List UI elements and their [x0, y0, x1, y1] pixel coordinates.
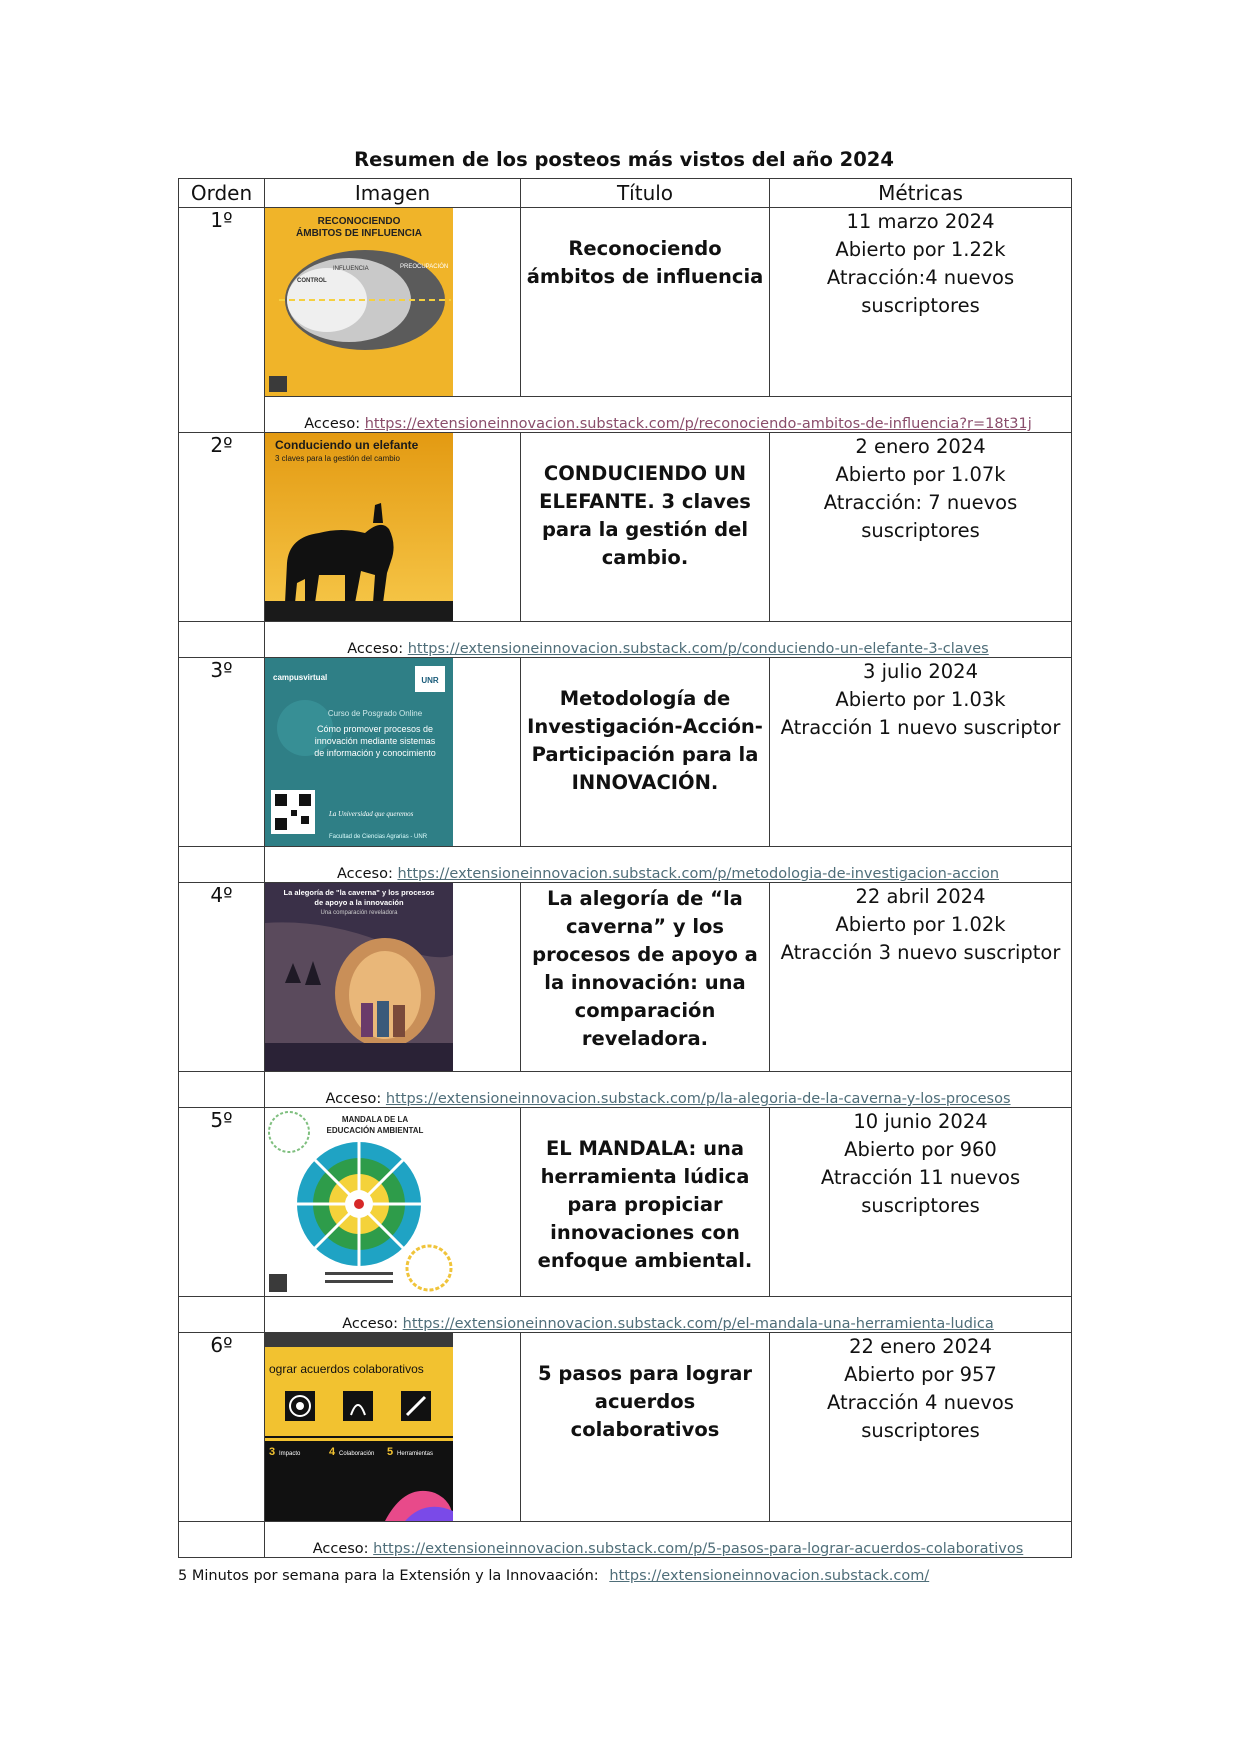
thumb-text: MANDALA DE LA	[341, 1115, 409, 1124]
title-cell	[521, 658, 770, 847]
thumb-text: Curso de Posgrado Online	[327, 709, 423, 718]
metrics-cell	[770, 1108, 1072, 1297]
access-link[interactable]: https://extensioneinnovacion.substack.com/p/conduciendo-un-elefante-3-claves	[407, 641, 989, 657]
footer-link[interactable]: https://extensioneinnovacion.substack.com/	[609, 1568, 930, 1584]
thumb-text: La Universidad que queremos	[329, 810, 414, 818]
access-label: Acceso:	[347, 641, 404, 657]
access-row	[179, 1522, 1072, 1558]
metrics-cell	[770, 658, 1072, 847]
order-cell: 5º	[179, 1108, 265, 1297]
access-label: Acceso:	[312, 1541, 369, 1557]
order-cell: 3º	[179, 658, 265, 847]
thumb-text: Facultad de Ciencias Agrarias - UNR	[329, 834, 428, 840]
access-cell	[265, 622, 1072, 658]
metric-opened: Abierto por 1.02k	[835, 913, 1006, 936]
title-cell	[521, 883, 770, 1072]
access-link[interactable]: https://extensioneinnovacion.substack.com/p/la-alegoria-de-la-caverna-y-los-procesos	[385, 1091, 1011, 1107]
thumb-text: 5	[387, 1446, 394, 1458]
image-cell	[265, 658, 521, 847]
access-row	[179, 1297, 1072, 1333]
empty-order-cell	[179, 1072, 265, 1108]
access-row	[179, 622, 1072, 658]
title-cell	[521, 208, 770, 397]
thumb-text: Una comparación reveladora	[320, 910, 398, 916]
metric-opened: Abierto por 1.03k	[835, 688, 1006, 711]
thumb-text: ograr acuerdos colaborativos	[269, 1362, 424, 1376]
table-row	[179, 1108, 1072, 1297]
metric-date: 11 marzo 2024	[846, 210, 995, 233]
thumb-text: 4	[329, 1446, 336, 1458]
thumb-text: INFLUENCIA	[333, 266, 369, 272]
empty-order-cell	[179, 1522, 265, 1558]
thumb-text: CONTROL	[297, 278, 327, 284]
empty-order-cell	[179, 1297, 265, 1333]
post-thumbnail-elephant	[265, 433, 453, 621]
image-cell	[265, 433, 521, 622]
empty-order-cell	[179, 622, 265, 658]
metric-attraction: Atracción:4 nuevos suscriptores	[826, 266, 1015, 317]
access-cell	[265, 397, 1072, 433]
header-image: Imagen	[265, 179, 521, 208]
header-metrics: Métricas	[770, 179, 1072, 208]
metric-date: 10 junio 2024	[853, 1110, 988, 1133]
post-title: CONDUCIENDO UN ELEFANTE. 3 claves para la gestión del cambio.	[539, 462, 751, 569]
post-thumbnail-mandala	[265, 1108, 453, 1296]
order-cell: 6º	[179, 1333, 265, 1522]
metric-attraction: Atracción: 7 nuevos suscriptores	[823, 491, 1018, 542]
thumb-text: 3 claves para la gestión del cambio	[275, 454, 400, 463]
image-cell	[265, 1333, 521, 1522]
metrics-cell	[770, 1333, 1072, 1522]
order-cell: 4º	[179, 883, 265, 1072]
metric-date: 2 enero 2024	[855, 435, 986, 458]
table-row	[179, 883, 1072, 1072]
thumb-text: Conduciendo un elefante	[275, 438, 419, 452]
post-title: Reconociendo ámbitos de influencia	[526, 237, 764, 288]
metrics-cell	[770, 208, 1072, 397]
access-cell	[265, 1522, 1072, 1558]
thumb-text: RECONOCIENDO	[317, 216, 401, 227]
table-row	[179, 1333, 1072, 1522]
title-cell	[521, 1333, 770, 1522]
post-thumbnail-influence	[265, 208, 453, 396]
access-cell	[265, 847, 1072, 883]
post-thumbnail-agreements	[265, 1333, 453, 1521]
table-row	[179, 433, 1072, 622]
metric-attraction: Atracción 1 nuevo suscriptor	[780, 716, 1061, 739]
metric-opened: Abierto por 1.07k	[835, 463, 1006, 486]
image-cell	[265, 883, 521, 1072]
access-link[interactable]: https://extensioneinnovacion.substack.com/p/5-pasos-para-lograr-acuerdos-colaborativos	[373, 1541, 1024, 1557]
summary-table	[178, 178, 1072, 1558]
thumb-text: La alegoría de "la caverna" y los procesos	[283, 888, 435, 897]
metric-opened: Abierto por 1.22k	[835, 238, 1006, 261]
metric-attraction: Atracción 3 nuevo suscriptor	[780, 941, 1061, 964]
metrics-cell	[770, 433, 1072, 622]
access-label: Acceso:	[336, 866, 393, 882]
thumb-text: 3	[269, 1446, 276, 1458]
post-thumbnail-cave	[265, 883, 453, 1071]
thumb-text: campusvirtual	[273, 673, 328, 682]
access-row	[179, 847, 1072, 883]
metric-date: 3 julio 2024	[863, 660, 978, 683]
post-title: 5 pasos para lograr acuerdos colaborativos	[538, 1362, 752, 1441]
access-link[interactable]: https://extensioneinnovacion.substack.com/p/reconociendo-ambitos-de-influencia?r=18t31j	[364, 416, 1032, 432]
access-label: Acceso:	[304, 416, 361, 432]
metric-opened: Abierto por 957	[844, 1363, 997, 1386]
thumb-text: Cómo promover procesos de	[316, 724, 434, 734]
thumb-text: Colaboración	[339, 1451, 375, 1457]
thumb-text: ÁMBITOS DE INFLUENCIA	[296, 228, 422, 239]
metric-attraction: Atracción 4 nuevos suscriptores	[827, 1391, 1014, 1442]
metrics-cell	[770, 883, 1072, 1072]
table-header-row	[179, 179, 1072, 208]
access-cell	[265, 1297, 1072, 1333]
thumb-text: Herramientas	[397, 1451, 434, 1457]
metric-opened: Abierto por 960	[844, 1138, 997, 1161]
access-cell	[265, 1072, 1072, 1108]
access-label: Acceso:	[342, 1316, 399, 1332]
thumb-text: de información y conocimiento	[314, 748, 436, 758]
order-cell: 2º	[179, 433, 265, 622]
thumb-text: EDUCACIÓN AMBIENTAL	[326, 1126, 424, 1135]
thumb-text: innovación mediante sistemas	[314, 736, 436, 746]
footer-text: 5 Minutos por semana para la Extensión y la Innovaación:	[178, 1568, 599, 1584]
document-title: Resumen de los posteos más vistos del año 2024	[354, 148, 894, 171]
access-link[interactable]: https://extensioneinnovacion.substack.com/p/el-mandala-una-herramienta-ludica	[402, 1316, 994, 1332]
access-link[interactable]: https://extensioneinnovacion.substack.com/p/metodologia-de-investigacion-accion	[397, 866, 1000, 882]
empty-order-cell	[179, 847, 265, 883]
post-title: Metodología de Investigación-Acción-Participación para la INNOVACIÓN.	[527, 687, 763, 794]
header-title: Título	[521, 179, 770, 208]
access-row	[179, 1072, 1072, 1108]
title-cell	[521, 433, 770, 622]
post-title: La alegoría de “la caverna” y los procesos de apoyo a la innovación: una comparación reveladora.	[532, 887, 758, 1050]
post-title: EL MANDALA: una herramienta lúdica para propiciar innovaciones con enfoque ambiental.	[537, 1137, 753, 1272]
thumb-text: UNR	[421, 676, 439, 685]
access-row	[179, 397, 1072, 433]
thumb-text: Impacto	[279, 1451, 301, 1457]
thumb-text: de apoyo a la innovación	[314, 898, 404, 907]
footer-note	[178, 1568, 929, 1584]
title-cell	[521, 1108, 770, 1297]
image-cell	[265, 1108, 521, 1297]
metric-attraction: Atracción 11 nuevos suscriptores	[820, 1166, 1021, 1217]
metric-date: 22 enero 2024	[849, 1335, 992, 1358]
image-cell	[265, 208, 521, 397]
thumb-text: PREOCUPACIÓN	[400, 264, 449, 270]
header-order: Orden	[179, 179, 265, 208]
access-label: Acceso:	[325, 1091, 382, 1107]
metric-date: 22 abril 2024	[855, 885, 986, 908]
table-row	[179, 208, 1072, 397]
order-cell: 1º	[179, 208, 265, 433]
post-thumbnail-course	[265, 658, 453, 846]
table-row	[179, 658, 1072, 847]
